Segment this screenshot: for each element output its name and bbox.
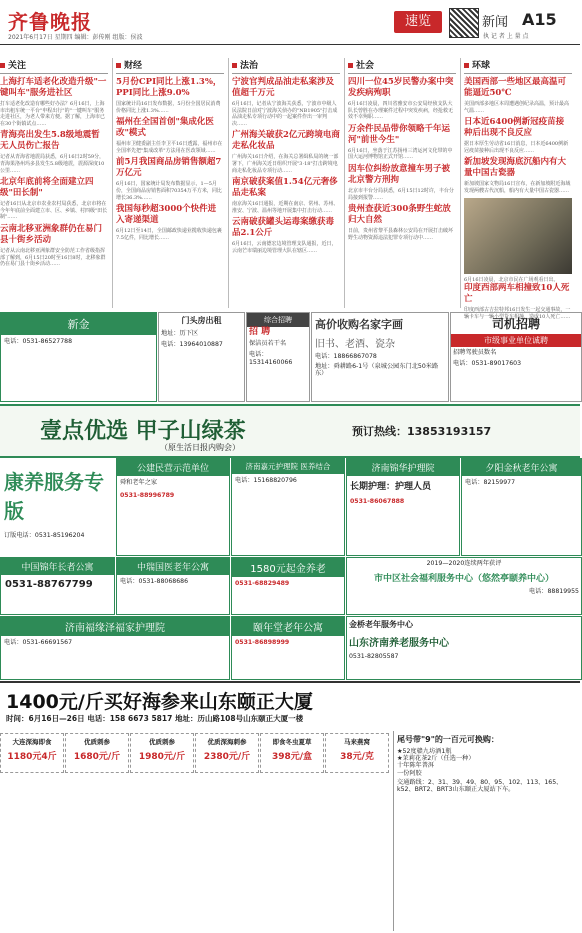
ad-sea-cucumber [0, 681, 580, 731]
ad-sunset-title: 夕阳金秋老年公寓 [462, 459, 581, 476]
qr-code-icon [449, 8, 479, 38]
article-body: 美国西部多地区本周遭遇创纪录高温，预计最高气温…… [464, 101, 570, 114]
bullet-square-icon [116, 63, 121, 68]
ad-welfare-phone: 电话：88819955 [528, 588, 579, 596]
column-title-text: 关注 [8, 61, 27, 71]
ad-rental-title: 门头房出租 [181, 316, 222, 325]
ad-tea-sub: （原生活日报内购会） [160, 443, 240, 452]
ad-gold-care-phone: 0531-68829489 [235, 580, 290, 587]
ad-jinhua-phone: 0531-86067888 [350, 498, 405, 505]
news-article [348, 204, 456, 241]
article-headline: 日本近6400例新冠疫苗接种后出现不良反应 [464, 117, 565, 139]
article-body: 6月12日至14日，全国邮政快递业揽收快递包裹7.5亿件，同比增长…… [116, 228, 222, 241]
ad-gift-line-4: 交通路线：2、31、39、49、80、95、102、113、165、k52、BRT2、BRT3山东颐正大厦站下车。 [397, 778, 563, 794]
ad-green-phone: 电话：0531-86527788 [4, 338, 73, 345]
bullet-square-icon [0, 63, 5, 68]
ad-jinqiao-sub: 山东济南养老服务中心 [349, 638, 449, 649]
ad-public-care [116, 458, 230, 556]
column-divider [460, 58, 461, 308]
news-article [348, 164, 456, 201]
ad-tea-hotline: 预订热线：13853193157 [352, 425, 492, 438]
ad-sea-title: 1400元/斤买好海参来山东颐正大厦 [6, 691, 313, 713]
article-headline: 云南北移亚洲象群仍在易门县十街乡活动 [0, 223, 103, 245]
coupon-price: 1680元/斤 [73, 752, 121, 762]
news-article [232, 130, 340, 174]
ad-yiniantang-title: 颐年堂老年公寓 [232, 617, 344, 636]
ad-jinnian-title: 中国锦年长者公寓 [1, 558, 114, 575]
article-headline: 青海亮出发生5.8级地震暂无人员伤亡报告 [0, 130, 100, 152]
article-body: 日前，贵州省黎平县森林公安局在开展打击破坏野生动物资源违法犯罪专项行动中…… [348, 228, 454, 241]
ad-green-title: 新金 [1, 313, 156, 335]
ad-gift-line-2: 十年陈年普洱 [397, 762, 435, 770]
news-article [116, 204, 224, 241]
ad-zhongrui-phone: 电话：0531-88068686 [120, 578, 189, 585]
article-headline: 四川一位45岁民警办案中突发疾病殉职 [348, 77, 454, 98]
coupon-price: 2380元/斤 [203, 752, 251, 762]
ad-gift-line-0: ★52度赣九坊酒1瓶 [397, 748, 452, 755]
ad-rental [158, 312, 245, 402]
news-article [232, 177, 340, 214]
coupon-name: 优质刺参 [149, 738, 175, 746]
article-headline: 北京年底前将全面建立四级"田长制" [0, 177, 94, 199]
ad-gift-line-1: ★茉莉花茶2斤（任选一种） [397, 755, 475, 763]
ad-zhongrui [116, 557, 230, 615]
news-article [0, 224, 108, 268]
column-title-text: 环球 [472, 61, 491, 71]
column-title-text: 财经 [124, 61, 143, 71]
ad-gift-line-3: 一份阿胶 [397, 769, 422, 777]
ad-jiayuan-title: 济南嘉元护理院 医养结合 [232, 459, 344, 474]
masthead [0, 0, 580, 45]
article-body: 6月16日，云南德宏边境管理支队通报，近日，云南芒市瑞丽边境管理大队在辖区…… [232, 241, 337, 254]
bullet-square-icon [464, 63, 469, 68]
news-column [348, 58, 456, 308]
coupon [65, 733, 129, 773]
article-headline: 前5月我国商品房销售额超7万亿元 [116, 157, 222, 179]
ad-gift [393, 731, 581, 931]
article-body: 福州市卫健委副主任李卫平16日透露，福州市在全国率先把"集成改革"方法用在医改领域…… [116, 141, 223, 154]
column-divider [228, 58, 229, 308]
article-body: 6月16日，记者从宁波海关获悉，宁波市中级人民法院日前对宁波海关侦办的"NB1905"打击成品油走私专项行动中的一起案件作出一审判决…… [232, 101, 338, 127]
column-title [116, 58, 224, 74]
news-article [348, 77, 456, 121]
ad-antique-title: 高价收购名家字画 [315, 318, 403, 331]
article-body: 6月16日，国家统计局发布数据显示，1—5月份，全国商品房销售面积70354万平方米，同比增长36.3%…… [116, 181, 222, 201]
ad-public-care-sub: 舜和老年之家 [120, 479, 158, 486]
ad-gift-title: 尾号带"9"的一百元可换购： [397, 735, 499, 744]
column-title [0, 58, 108, 74]
ad-hiring-title: 综合招聘 [247, 313, 309, 327]
news-article [116, 77, 224, 114]
column-title [232, 58, 340, 74]
news-article [0, 177, 108, 221]
ad-antique-address: 地址：舜耕路6-1号（泉城公园东门北50米路东） [315, 363, 439, 378]
section-badge: 速览 [394, 11, 442, 33]
article-headline: 万余件民品带你领略千年运河"前世今生" [348, 123, 451, 145]
coupon [260, 733, 324, 773]
coupon-row [0, 731, 390, 931]
article-body: 打车适老化改造有哪些好办法？6月16日，上海市出租车统一平台"申程出行"的"一键叫车"服务走进社区，为老人带来方便。据了解，上海市已在30个街镇试点…… [0, 101, 106, 127]
ad-sunset-phone: 电话：82159977 [465, 479, 516, 486]
ad-yiniantang-phone: 0531-86898999 [235, 639, 290, 646]
article-headline: 云南破获罐头运毒案缴获毒品2.1公斤 [232, 217, 335, 239]
ad-driver-line-0: 招聘驾驶员数名 [453, 349, 497, 356]
coupon [325, 733, 389, 773]
column-title-text: 法治 [240, 61, 259, 71]
page-number: A15 [522, 10, 557, 29]
news-article [232, 77, 340, 127]
news-article [348, 124, 456, 161]
ad-zhongrui-title: 中瑞国医老年公寓 [117, 558, 229, 575]
coupon [130, 733, 194, 773]
article-headline: 宁波官判成品油走私案涉及值超千万元 [232, 77, 335, 98]
ad-jinhua-sub: 长期护理：护理人员 [350, 482, 432, 492]
coupon-price: 1180元4斤 [7, 752, 57, 762]
ad-jinnian [0, 557, 115, 615]
article-body: 国家统计局16日发布数据，5月份全国居民消费价格同比上涨1.3%…… [116, 101, 221, 114]
bullet-square-icon [348, 63, 353, 68]
editors-line: 执 记 者 上 量 点 [483, 33, 529, 40]
coupon-price: 398元/盒 [271, 752, 313, 762]
coupon-name: 优质深海刺参 [207, 738, 247, 746]
news-photo [464, 198, 572, 274]
news-article [464, 157, 572, 194]
ad-jiayuan [231, 458, 345, 556]
article-body: 6月16日凌晨，四川省雅安市公安局经侦支队大队长曾胜在办理案件过程中突发疾病，经抢救无效不幸殉职…… [348, 101, 454, 121]
article-body: 记者从青海省地震局获悉，6月16日2时59分，青海果洛州玛多县发生5.8级地震，震源深度10公里…… [0, 154, 105, 174]
ad-welfare-title: 2019—2020连续两年获评 [426, 560, 502, 567]
ad-sea-sub: 时间：6月16日—26日 电话：158 6673 5817 地址：历山路108号山东颐正大厦一楼 [6, 714, 304, 723]
ad-jinqiao-title: 金桥老年服务中心 [349, 620, 413, 629]
article-headline: 5月份CPI同比上涨1.3%，PPI同比上涨9.0% [116, 77, 222, 98]
ad-green-store [0, 312, 157, 402]
article-headline: 南京破获案值1.54亿元奢侈品走私案 [232, 177, 338, 199]
news-article [116, 157, 224, 201]
article-headline: 新加坡发现海底沉船内有大量中国古瓷器 [464, 157, 567, 179]
article-headline: 我国每秒超3000个快件进入寄递渠道 [116, 204, 217, 226]
ad-public-care-title: 公建民营示范单位 [117, 459, 229, 476]
article-body: 新加坡国家文物局16日宣布，在新加坡附近海域发现两艘古代沉船，船内有大量中国古瓷器…… [464, 181, 571, 194]
ad-hiring-line-0: 招 聘 [249, 327, 271, 337]
article-body: 印度西部古吉拉特邦16日发生一起交通事故，一辆卡车与一辆小型货车相撞，造成10人死亡…… [464, 306, 571, 320]
ad-gold-care [231, 557, 345, 615]
ad-fuyuan-phone: 电话：0531-66691567 [4, 639, 73, 646]
article-body: 广州海关16日介绍，在海关总署缉私局的统一部署下，广州海关近日组织开展"3·18"打击跨境电商走私化妆品专项行动…… [232, 154, 339, 174]
coupon-price: 1980元/斤 [138, 752, 186, 762]
news-column [116, 58, 224, 308]
article-headline: 美国西部一些地区最高温可能逼近50℃ [464, 77, 567, 98]
column-title [464, 58, 572, 74]
ad-care-title: 康养服务专版 [4, 470, 104, 523]
dateline: 2021年6月17日 星期四 编辑：彭传刚 组版：侯波 [8, 34, 143, 41]
article-body: 据日本厚生劳动省16日消息，日本近6400例新冠疫苗接种后出现不良反应…… [464, 141, 569, 154]
news-article [464, 117, 572, 154]
article-headline: 上海打车适老化改造升级"一键叫车"服务进社区 [0, 77, 107, 98]
ad-jiayuan-phone: 电话：15168820796 [235, 477, 297, 484]
ad-public-care-phone: 0531-88996789 [120, 492, 175, 500]
column-title [348, 58, 456, 74]
column-title-text: 社会 [356, 61, 375, 71]
ad-care-sub: 订版电话：0531-85196204 [4, 532, 85, 539]
ad-antique [311, 312, 449, 402]
ad-driver-line-1: 电话：0531-89017603 [453, 360, 522, 368]
news-article [232, 217, 340, 254]
ad-antique-sub: 旧书、老酒、瓷杂 [315, 339, 395, 350]
column-divider [344, 58, 345, 308]
ad-welfare-sub: 市中区社会福利服务中心（悠然亭颐养中心） [373, 574, 554, 585]
ad-sunset [461, 458, 582, 556]
news-article [0, 77, 108, 127]
ad-rental-line-1: 电话：13964010887 [161, 341, 223, 349]
article-headline: 印度西部两车相撞致10人死亡 [464, 282, 570, 304]
ad-fuyuan-title: 济南福缘泽福家护理院 [1, 617, 229, 636]
coupon-name: 大连深海即食 [12, 738, 52, 746]
ad-jinnian-phone: 0531-88767799 [5, 579, 93, 590]
section-name: 新闻 [482, 15, 509, 30]
ad-fuyuan [0, 616, 230, 680]
coupon [195, 733, 259, 773]
ad-driver-title: 司机招聘 [491, 317, 540, 331]
coupon-name: 马来燕窝 [344, 738, 370, 746]
coupon-price: 38元/克 [340, 752, 374, 762]
newspaper-logo: 齐鲁晚报 [8, 10, 92, 34]
bullet-square-icon [232, 63, 237, 68]
article-headline: 福州在全国首创"集成化医改"模式 [116, 117, 214, 139]
ad-yiniantang [231, 616, 345, 680]
ad-hiring-line-2: 电话：15314160066 [249, 351, 293, 366]
news-article [464, 77, 572, 114]
ad-driver-sub: 市级事业单位诚聘 [451, 334, 581, 347]
coupon-name: 即食冬虫夏草 [272, 738, 312, 746]
ad-tea-title: 壹点优选 甲子山绿茶 [40, 419, 246, 444]
coupon-name: 优质刺参 [84, 738, 110, 746]
ad-tea-banner [0, 404, 580, 458]
ad-care-section [0, 458, 113, 554]
article-body: 6月16日，坐落于江苏扬州三湾运河文化带的中国大运河博物馆正式开馆…… [348, 147, 453, 161]
ad-welfare [346, 557, 582, 615]
ad-jinhua-title: 济南锦华护理院 [347, 459, 459, 476]
news-column [464, 58, 572, 320]
article-body: 南京海关16日通报，近期在南京、常州、苏州、淮安、宁波、温州等地开展集中打击行动…… [232, 201, 339, 214]
ad-hiring [246, 312, 310, 402]
ad-jinqiao-phone: 0531-82805587 [349, 653, 399, 660]
ad-gold-care-title: 1580元起金养老 [232, 558, 344, 577]
photo-caption: 6月16日凌晨，北京市民在广场观看日出。 [464, 276, 559, 283]
article-body: 记者16日从北京市农业农村局获悉，北京市将在今年年底前全面建立市、区、乡镇、村四级"田长制"…… [0, 201, 108, 221]
ad-antique-phone: 电话：18866867078 [315, 353, 377, 360]
coupon [0, 733, 64, 773]
ad-driver [450, 312, 582, 402]
ad-hiring-line-1: 保洁员若干名 [249, 340, 287, 348]
article-headline: 因车位纠纷放意撞车男子被北京警方刑拘 [348, 163, 451, 185]
article-headline: 广州海关破获2亿元跨境电商走私化妆品 [232, 130, 340, 152]
news-article [0, 130, 108, 174]
article-body: 北京市丰台分局获悉，6月15日12时许，丰台分局接到报警…… [348, 187, 454, 201]
column-divider [112, 58, 113, 308]
ad-rental-line-0: 地址：历下区 [161, 330, 199, 337]
ad-jinhua [346, 458, 460, 556]
article-headline: 贵州查获近300条野生蛇放归大自然 [348, 204, 451, 226]
news-article [116, 117, 224, 154]
news-column [0, 58, 108, 308]
ad-jinqiao [346, 616, 582, 680]
article-body: 记者从云南北移亚洲象群安全防范工作省级指挥部了解到，6月15日20时至16日8时，北移象群仍在易门县十街乡活动…… [0, 247, 106, 268]
news-column [232, 58, 340, 308]
